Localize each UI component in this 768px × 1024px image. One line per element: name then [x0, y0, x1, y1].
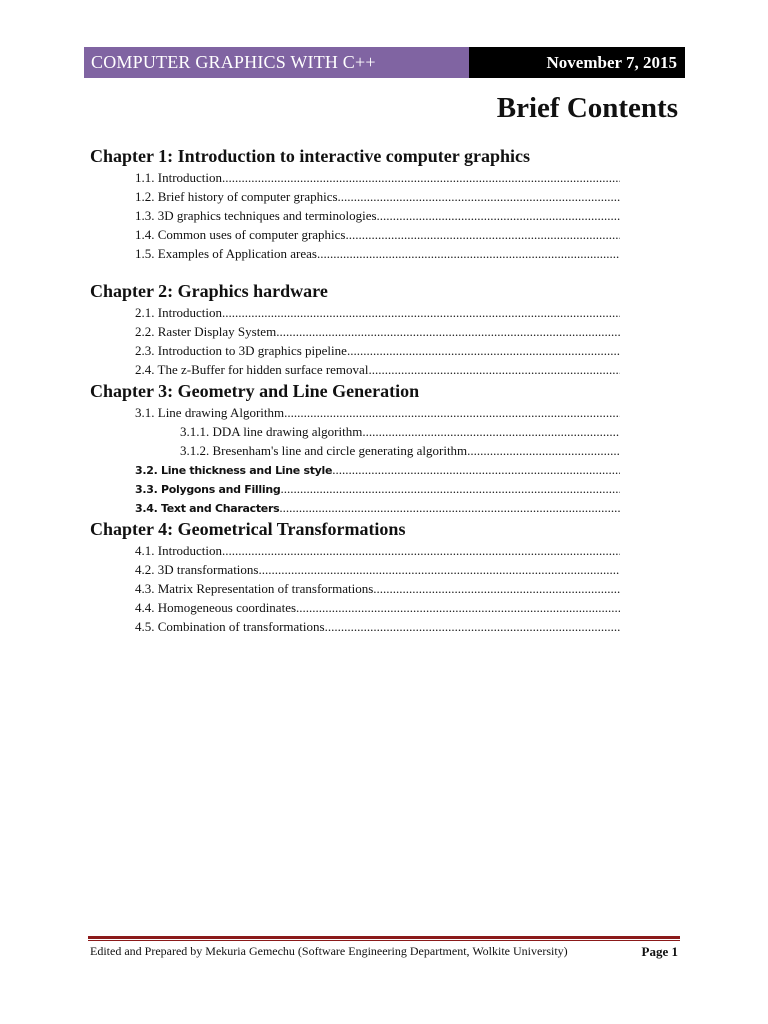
- toc-entry-label: 1.4. Common uses of computer graphics: [135, 227, 346, 242]
- toc-entry-label: 2.3. Introduction to 3D graphics pipeline: [135, 343, 347, 358]
- dot-leader: [338, 187, 620, 206]
- toc-entry-label: 1.1. Introduction: [135, 170, 223, 185]
- toc-entry-label: 1.3. 3D graphics techniques and terminologies: [135, 208, 377, 223]
- toc-entry: [90, 225, 620, 244]
- chapter-heading: Chapter 1: Introduction to interactive computer graphics: [90, 146, 530, 166]
- dot-leader: [296, 598, 620, 617]
- chapter-section: [90, 379, 620, 517]
- toc-entry-label: 4.2. 3D transformations: [135, 562, 259, 577]
- toc-entry: [90, 244, 620, 263]
- dot-leader: [373, 579, 620, 598]
- header-date: November 7, 2015: [469, 47, 685, 78]
- toc-entry: [90, 187, 620, 206]
- footer-rule-thick: [88, 936, 680, 939]
- toc-entry: [90, 403, 620, 422]
- toc-entry-label: 3.4. Text and Characters: [135, 502, 280, 515]
- chapter-heading: Chapter 4: Geometrical Transformations: [90, 519, 406, 539]
- header-book-title: COMPUTER GRAPHICS WITH C++: [84, 47, 469, 78]
- dot-leader: [222, 303, 620, 322]
- toc-entry: [90, 168, 620, 187]
- toc-entry: [90, 617, 620, 636]
- dot-leader: [346, 225, 621, 244]
- chapter-section: [90, 279, 620, 379]
- toc-entry: [90, 322, 620, 341]
- toc-entry: [90, 360, 620, 379]
- dot-leader: [317, 244, 620, 263]
- toc-entry-label: 3.2. Line thickness and Line style: [135, 464, 333, 477]
- chapter-section: [90, 144, 620, 263]
- toc-entry-label: 1.2. Brief history of computer graphics: [135, 189, 338, 204]
- dot-leader: [332, 460, 620, 479]
- dot-leader: [276, 322, 620, 341]
- toc-entry-label: 2.1. Introduction: [135, 305, 223, 320]
- dot-leader: [362, 422, 620, 441]
- toc-entry-label: 3.1.1. DDA line drawing algorithm: [180, 424, 363, 439]
- toc-entry-label: 4.1. Introduction: [135, 543, 223, 558]
- footer-credit: Edited and Prepared by Mekuria Gemechu (Software Engineering Department, Wolkite University): [90, 944, 568, 958]
- toc-entry-label: 1.5. Examples of Application areas: [135, 246, 317, 261]
- dot-leader: [467, 441, 620, 460]
- dot-leader: [368, 360, 620, 379]
- dot-leader: [347, 341, 620, 360]
- toc-entry: [90, 541, 620, 560]
- toc-entry-label: 3.1.2. Bresenham's line and circle generating algorithm: [180, 443, 468, 458]
- toc-entry: [90, 422, 620, 441]
- footer-rule-thin: [88, 940, 680, 941]
- dot-leader: [325, 617, 620, 636]
- toc-entry: [90, 479, 620, 498]
- toc-entry-label: 2.2. Raster Display System: [135, 324, 277, 339]
- dot-leader: [279, 498, 620, 517]
- dot-leader: [284, 403, 620, 422]
- chapter-heading: Chapter 2: Graphics hardware: [90, 281, 328, 301]
- chapter-section: [90, 517, 620, 636]
- page-title: Brief Contents: [496, 92, 678, 124]
- dot-leader: [222, 168, 620, 187]
- chapter-heading: Chapter 3: Geometry and Line Generation: [90, 381, 420, 401]
- toc-entry-label: 2.4. The z-Buffer for hidden surface removal: [135, 362, 369, 377]
- toc-entry-label: 4.3. Matrix Representation of transformations: [135, 581, 374, 596]
- toc-entry-label: 3.1. Line drawing Algorithm: [135, 405, 285, 420]
- toc-entry: [90, 206, 620, 225]
- page-number: Page 1: [641, 944, 678, 959]
- toc-entry-label: 4.4. Homogeneous coordinates: [135, 600, 297, 615]
- dot-leader: [377, 206, 620, 225]
- dot-leader: [258, 560, 620, 579]
- toc-entry: [90, 598, 620, 617]
- toc-entry: [90, 341, 620, 360]
- toc-entry: [90, 460, 620, 479]
- toc-entry: [90, 560, 620, 579]
- toc-entry: [90, 303, 620, 322]
- dot-leader: [280, 479, 620, 498]
- table-of-contents: [90, 144, 620, 636]
- toc-entry: [90, 441, 620, 460]
- dot-leader: [222, 541, 620, 560]
- page-header: [84, 47, 685, 78]
- toc-entry-label: 4.5. Combination of transformations: [135, 619, 325, 634]
- toc-entry-label: 3.3. Polygons and Filling: [135, 483, 281, 496]
- toc-entry: [90, 579, 620, 598]
- toc-entry: [90, 498, 620, 517]
